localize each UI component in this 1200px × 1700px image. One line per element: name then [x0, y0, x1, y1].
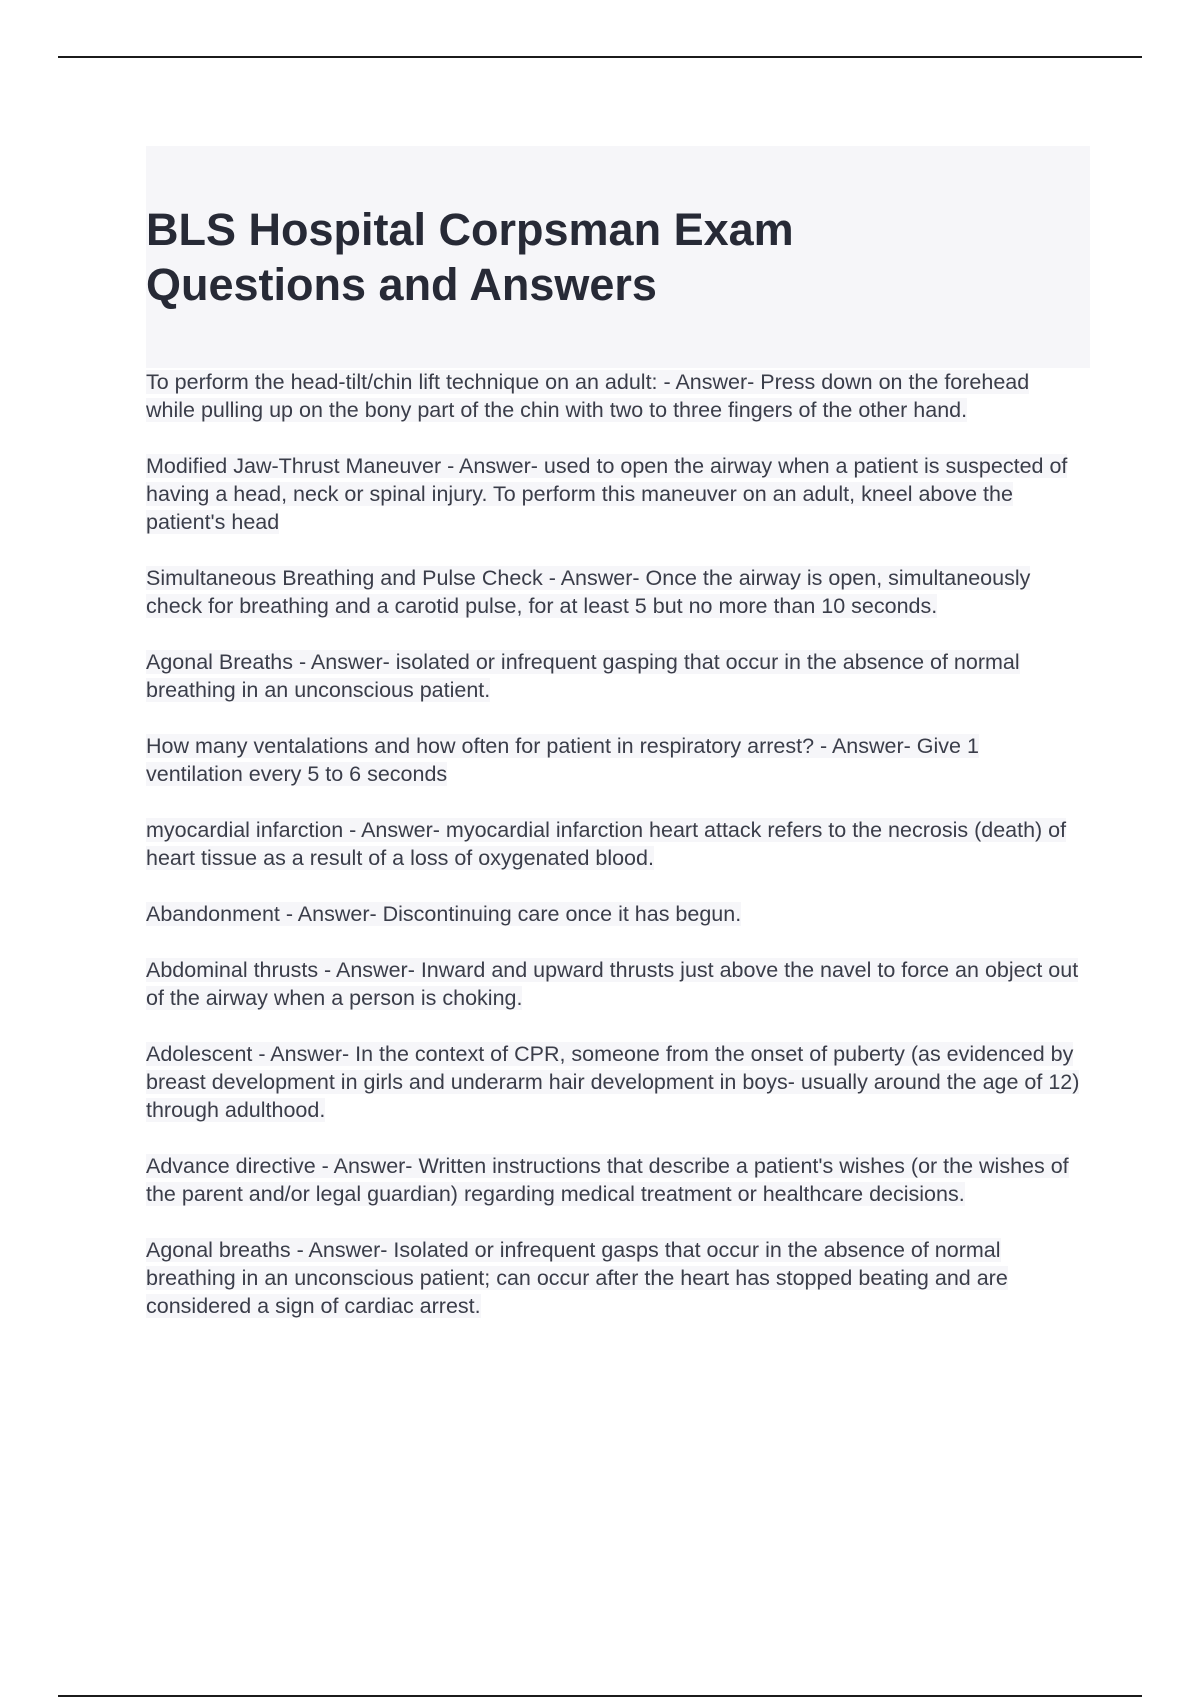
qa-item — [146, 816, 1090, 872]
qa-item-text: Modified Jaw-Thrust Maneuver - Answer- used to open the airway when a patient is suspected of having a head, neck or spinal injury. To perform this maneuver on an adult, kneel above the patient's head — [146, 454, 1068, 534]
qa-item — [146, 1236, 1090, 1320]
top-divider — [58, 56, 1142, 58]
qa-item — [146, 452, 1090, 536]
qa-item-text: How many ventalations and how often for patient in respiratory arrest? - Answer- Give 1 ventilation every 5 to 6 seconds — [146, 734, 979, 786]
qa-list — [146, 368, 1090, 1348]
qa-item — [146, 956, 1090, 1012]
qa-item-text: Abdominal thrusts - Answer- Inward and upward thrusts just above the navel to force an object out of the airway when a person is choking. — [146, 958, 1079, 1010]
qa-item — [146, 732, 1090, 788]
qa-item — [146, 1152, 1090, 1208]
bottom-divider — [58, 1695, 1142, 1697]
qa-item — [146, 564, 1090, 620]
qa-item-text: Agonal breaths - Answer- Isolated or infrequent gasps that occur in the absence of normal breathing in an unconscious patient; can occur after the heart has stopped beating and are considered a sign of cardiac arrest. — [146, 1238, 1008, 1318]
qa-item-text: To perform the head-tilt/chin lift technique on an adult: - Answer- Press down on the forehead while pulling up on the bony part of the chin with two to three fingers of the other hand. — [146, 370, 1030, 422]
qa-item — [146, 368, 1090, 424]
qa-item — [146, 900, 1090, 928]
qa-item-text: Simultaneous Breathing and Pulse Check - Answer- Once the airway is open, simultaneously check for breathing and a carotid pulse, for at least 5 but no more than 10 seconds. — [146, 566, 1031, 618]
qa-item-text: Abandonment - Answer- Discontinuing care once it has begun. — [146, 902, 742, 926]
qa-item-text: Agonal Breaths - Answer- isolated or infrequent gasping that occur in the absence of normal breathing in an unconscious patient. — [146, 650, 1020, 702]
qa-item — [146, 1040, 1090, 1124]
qa-item-text: Adolescent - Answer- In the context of CPR, someone from the onset of puberty (as evidenced by breast development in girls and underarm hair development in boys- usually around the age of 12) through adulthood. — [146, 1042, 1080, 1122]
title-block — [146, 146, 1090, 368]
document-title: BLS Hospital Corpsman Exam Questions and Answers — [146, 204, 794, 310]
qa-item-text: Advance directive - Answer- Written instructions that describe a patient's wishes (or the wishes of the parent and/or legal guardian) regarding medical treatment or healthcare decisions. — [146, 1154, 1069, 1206]
qa-item-text: myocardial infarction - Answer- myocardial infarction heart attack refers to the necrosis (death) of heart tissue as a result of a loss of oxygenated blood. — [146, 818, 1067, 870]
qa-item — [146, 648, 1090, 704]
